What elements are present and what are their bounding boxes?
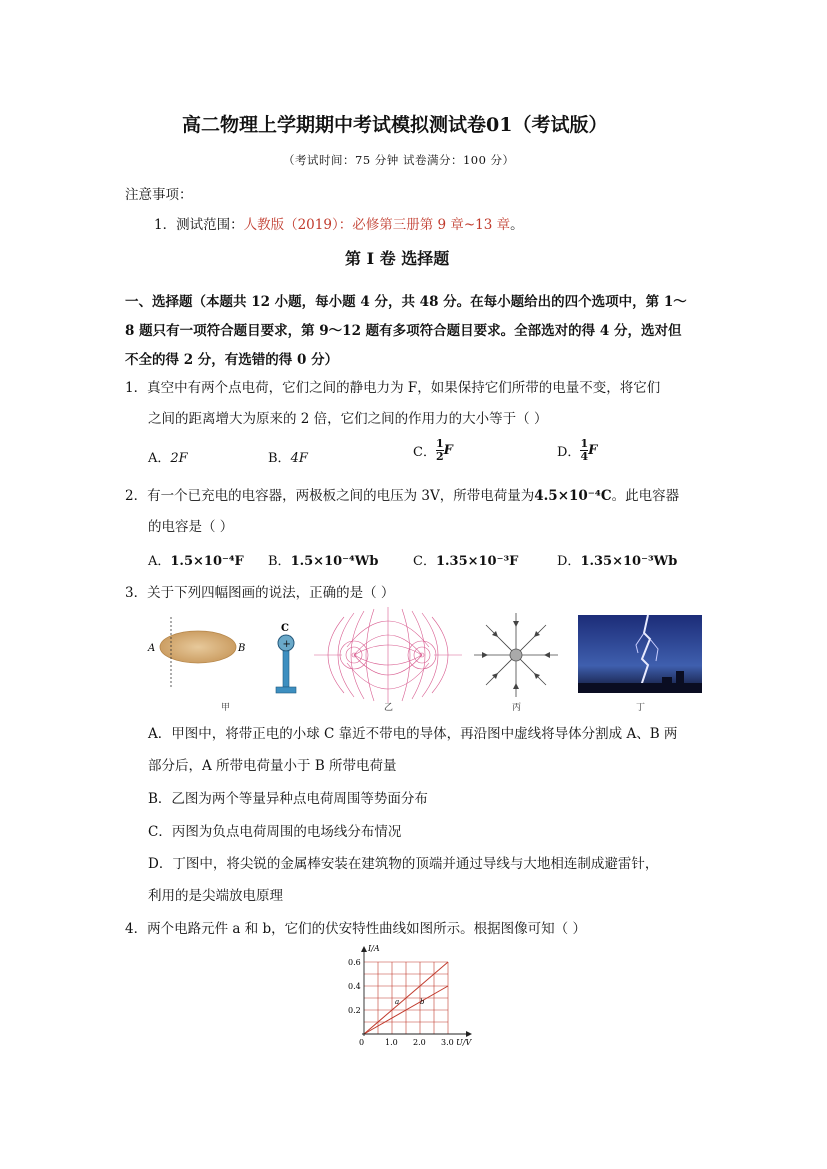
svg-text:甲: 甲 bbox=[221, 703, 231, 713]
point-charge bbox=[510, 649, 522, 661]
svg-text:U/V: U/V bbox=[456, 1038, 472, 1047]
section-intro-1: 一、选择题（本题共 12 小题，每小题 4 分，共 48 分。在每小题给出的四个选项中，第 1～ bbox=[125, 294, 687, 310]
section-title: 第 I 卷 选择题 bbox=[345, 249, 450, 268]
label-b: B bbox=[238, 643, 246, 654]
svg-text:0: 0 bbox=[359, 1038, 365, 1047]
svg-text:0.6: 0.6 bbox=[348, 958, 361, 967]
q3-stem: 3．关于下列四幅图画的说法，正确的是（ ） bbox=[125, 585, 395, 601]
q1-option-a: A．2F bbox=[148, 451, 188, 466]
notice-item-prefix: 1．测试范围： bbox=[154, 217, 244, 233]
section-intro-3: 不全的得 2 分，有选错的得 0 分） bbox=[125, 352, 339, 368]
figure-jia-conductor bbox=[147, 617, 296, 713]
q3-option-a-2: 部分后，A 所带电荷量小于 B 所带电荷量 bbox=[148, 758, 397, 774]
q1-option-b: B．4F bbox=[268, 451, 308, 466]
svg-text:乙: 乙 bbox=[384, 703, 394, 713]
notice-item-suffix: 。 bbox=[510, 217, 524, 233]
q3-option-d-2: 利用的是尖端放电原理 bbox=[148, 888, 283, 904]
svg-text:2.0: 2.0 bbox=[413, 1038, 426, 1047]
q2-option-a: A．1.5×10⁻⁴F bbox=[148, 554, 244, 569]
q3-option-c: C．丙图为负点电荷周围的电场线分布情况 bbox=[148, 824, 402, 840]
svg-text:I/A: I/A bbox=[368, 944, 380, 953]
q3-figures bbox=[142, 605, 702, 717]
q2-option-d: D．1.35×10⁻³Wb bbox=[557, 554, 678, 569]
q1-stem-1: 1．真空中有两个点电荷，它们之间的静电力为 F，如果保持它们所带的电量不变，将它们 bbox=[125, 380, 661, 396]
svg-text:+: + bbox=[282, 639, 291, 650]
svg-text:0.4: 0.4 bbox=[348, 982, 361, 991]
svg-text:a: a bbox=[395, 998, 400, 1006]
svg-text:丙: 丙 bbox=[512, 703, 522, 713]
section-intro-2: 8 题只有一项符合题目要求，第 9～12 题有多项符合题目要求。全部选对的得 4 分，选对但 bbox=[125, 323, 682, 339]
notice-scope: 人教版（2019）：必修第三册第 9 章~13 章 bbox=[243, 217, 511, 233]
q2-option-c: C．1.35×10⁻³F bbox=[413, 554, 519, 569]
notice-heading: 注意事项： bbox=[125, 187, 193, 203]
q3-option-a-1: A．甲图中，将带正电的小球 C 靠近不带电的导体，再沿图中虚线将导体分割成 A、B 两 bbox=[148, 726, 678, 742]
svg-text:1.0: 1.0 bbox=[385, 1038, 398, 1047]
stand-pole bbox=[283, 651, 289, 687]
q2-stem-2: 的电容是（ ） bbox=[148, 519, 234, 535]
q2-option-b: B．1.5×10⁻⁴Wb bbox=[268, 554, 379, 569]
notice-item-1 bbox=[154, 213, 524, 233]
label-a: A bbox=[148, 643, 156, 654]
svg-text:3.0: 3.0 bbox=[441, 1038, 454, 1047]
page-title: 高二物理上学期期中考试模拟测试卷01（考试版） bbox=[182, 114, 608, 136]
svg-text:0.2: 0.2 bbox=[348, 1006, 361, 1015]
q1-option-d: D． $\frac{1}{4}$ F bbox=[557, 437, 598, 463]
q3-option-d-1: D．丁图中，将尖锐的金属棒安装在建筑物的顶端并通过导线与大地相连制成避雷针， bbox=[148, 856, 659, 872]
figure-yi-equipotential bbox=[314, 607, 462, 703]
stand-base bbox=[276, 687, 296, 693]
q1-option-c: C． $\frac{1}{2}$ F bbox=[413, 437, 453, 463]
exam-info: （考试时间：75 分钟 试卷满分：100 分） bbox=[283, 153, 515, 167]
q1-stem-2: 之间的距离增大为原来的 2 倍，它们之间的作用力的大小等于（ ） bbox=[148, 411, 548, 427]
q4-stem: 4．两个电路元件 a 和 b，它们的伏安特性曲线如图所示。根据图像可知（ ） bbox=[125, 921, 586, 937]
q4-iv-graph bbox=[340, 940, 490, 1050]
q3-option-b: B．乙图为两个等量异种点电荷周围等势面分布 bbox=[148, 791, 428, 807]
figure-ding-lightning bbox=[578, 615, 702, 693]
svg-text:丁: 丁 bbox=[636, 703, 646, 713]
label-c: C bbox=[281, 623, 289, 634]
fraction-quarter: $\frac{1}{4}$ bbox=[580, 437, 589, 463]
q2-stem-1: 2．有一个已充电的电容器，两极板之间的电压为 3V，所带电荷量为4.5×10⁻⁴C。此电容器 bbox=[125, 488, 680, 504]
fraction-half: $\frac{1}{2}$ bbox=[435, 437, 444, 463]
svg-text:b: b bbox=[420, 998, 425, 1006]
